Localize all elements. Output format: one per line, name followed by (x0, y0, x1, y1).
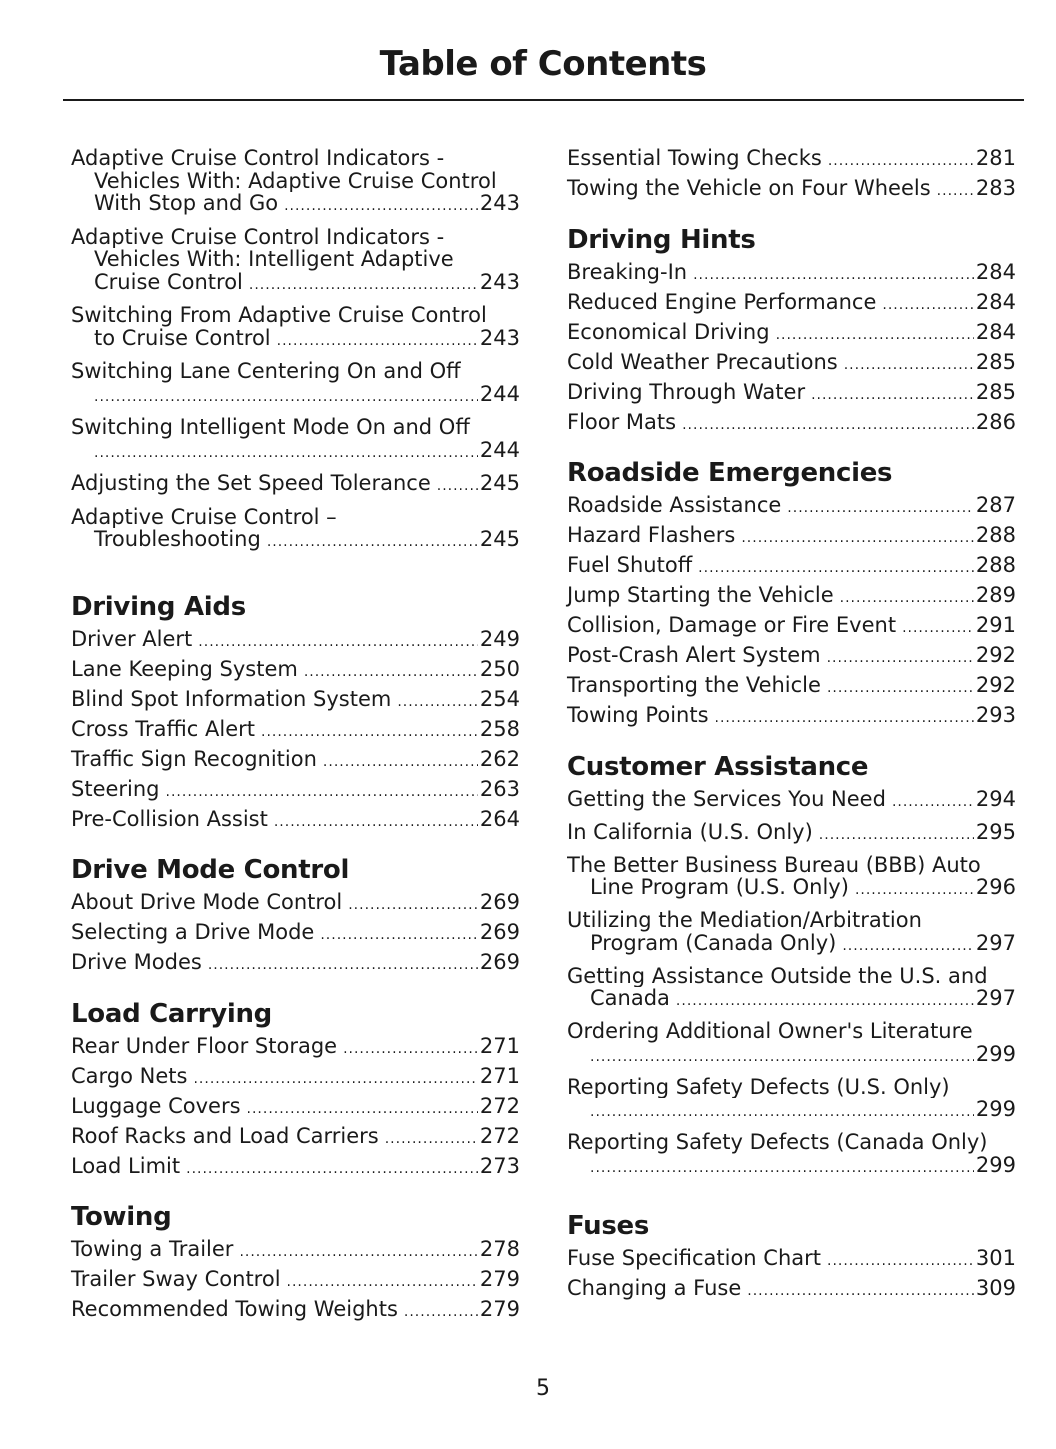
entry-page-number: 292 (975, 673, 1016, 697)
dot-leader (828, 150, 974, 173)
entry-label-line: Program (Canada Only) (590, 930, 837, 955)
dot-leader (698, 557, 974, 580)
toc-entry[interactable] (71, 891, 520, 914)
toc-entry[interactable] (567, 1020, 1016, 1068)
dot-leader (855, 879, 974, 902)
toc-entry[interactable] (567, 411, 1016, 434)
entry-page-number: 281 (975, 146, 1016, 170)
dot-leader (267, 531, 478, 554)
dot-leader (827, 647, 974, 670)
toc-entry[interactable] (567, 351, 1016, 374)
entry-label: Towing the Vehicle on Four Wheels (567, 176, 931, 200)
toc-entry[interactable] (71, 1065, 520, 1088)
entry-label: Essential Towing Checks (567, 146, 822, 170)
dot-leader (844, 354, 974, 377)
entry-label-line: Vehicles With: Adaptive Cruise Control (94, 169, 497, 192)
entry-page-number: 264 (479, 806, 520, 831)
dot-leader (284, 195, 478, 218)
dot-leader (590, 1101, 974, 1124)
entry-label-line: Vehicles With: Intelligent Adaptive (94, 248, 454, 271)
toc-entry[interactable] (71, 1238, 520, 1261)
toc-entry[interactable] (567, 1076, 1016, 1124)
entry-label: Steering (71, 776, 160, 801)
entry-page-number: 285 (975, 349, 1016, 374)
section-load-carrying (71, 999, 520, 1178)
toc-entry[interactable] (567, 1277, 1016, 1300)
entry-label: Adjusting the Set Speed Tolerance (71, 471, 431, 495)
entry-page-number: 296 (975, 875, 1016, 899)
entry-label: Hazard Flashers (567, 523, 736, 547)
entry-label: Trailer Sway Control (71, 1267, 281, 1291)
dot-leader (274, 811, 478, 834)
page-number: 5 (536, 1376, 550, 1401)
entry-label-line: Line Program (U.S. Only) (590, 875, 849, 899)
dot-leader (776, 324, 974, 347)
section-adaptive-cruise-control (71, 147, 520, 554)
entry-page-number: 262 (479, 746, 520, 771)
entry-page-number: 273 (479, 1153, 520, 1178)
entry-page-number: 243 (479, 191, 520, 215)
entry-page-number: 271 (479, 1063, 520, 1088)
entry-label: Collision, Damage or Fire Event (567, 613, 897, 637)
dot-leader (166, 781, 478, 804)
section-towing (71, 1202, 520, 1321)
dot-leader (682, 414, 974, 437)
entry-label: Lane Keeping System (71, 656, 298, 681)
toc-entry[interactable] (567, 147, 1016, 170)
toc-entry[interactable] (567, 584, 1016, 607)
entry-label-line: Canada (590, 986, 670, 1010)
entry-label-line: Adaptive Cruise Control Indicators - (71, 225, 445, 248)
section-heading: Driving Hints (567, 224, 756, 255)
entry-label: Selecting a Drive Mode (71, 920, 315, 944)
entry-page-number: 269 (479, 890, 520, 914)
toc-entry[interactable] (567, 494, 1016, 517)
dot-leader (937, 180, 974, 203)
dot-leader (840, 587, 974, 610)
toc-entry[interactable] (567, 381, 1016, 404)
entry-label: Driving Through Water (567, 379, 806, 404)
entry-page-number: 293 (975, 703, 1016, 727)
dot-leader (397, 691, 478, 714)
section-fuses (567, 1211, 1016, 1300)
dot-leader (590, 1157, 974, 1180)
entry-label: Fuel Shutoff (567, 553, 693, 577)
entry-label-line: Cruise Control (94, 269, 243, 294)
entry-label: Towing a Trailer (71, 1237, 234, 1261)
section-heading: Driving Aids (71, 591, 246, 622)
dot-leader (186, 1158, 478, 1181)
dot-leader (747, 1280, 974, 1303)
section-drive-mode-control (71, 855, 520, 974)
entry-page-number: 301 (975, 1246, 1016, 1270)
entry-label-line: Utilizing the Mediation/Arbitration (567, 909, 922, 932)
toc-entry[interactable] (71, 226, 520, 297)
entry-label-line: Getting Assistance Outside the U.S. and (567, 964, 988, 987)
dot-leader (892, 791, 974, 814)
entry-label-line: Reporting Safety Defects (U.S. Only) (567, 1075, 950, 1098)
left-column (71, 147, 520, 1328)
entry-label-line: Ordering Additional Owner's Literature (567, 1020, 973, 1043)
toc-entry[interactable] (71, 921, 520, 944)
entry-label: Recommended Towing Weights (71, 1297, 398, 1321)
entry-label: Cargo Nets (71, 1063, 188, 1088)
entry-label-line: Troubleshooting (94, 527, 261, 551)
entry-label-line: Adaptive Cruise Control – (71, 505, 337, 528)
toc-entry[interactable] (567, 261, 1016, 284)
toc-entry[interactable] (567, 321, 1016, 344)
dot-leader (277, 330, 478, 353)
page-title: Table of Contents (379, 44, 707, 84)
section-heading: Fuses (567, 1211, 650, 1241)
dot-leader (590, 1046, 974, 1069)
toc-entry[interactable] (567, 788, 1016, 814)
entry-label: Fuse Specification Chart (567, 1246, 821, 1270)
entry-label-line: With Stop and Go (94, 191, 279, 215)
entry-label: Transporting the Vehicle (567, 673, 821, 697)
entry-page-number: 291 (975, 613, 1016, 637)
toc-entry[interactable] (567, 644, 1016, 667)
dot-leader (239, 1241, 477, 1264)
section-towing-continued (567, 147, 1016, 200)
dot-leader (343, 1038, 478, 1061)
toc-entry[interactable] (71, 718, 520, 741)
entry-page-number: 286 (975, 409, 1016, 434)
toc-entry[interactable] (567, 177, 1016, 200)
toc-entry[interactable] (567, 674, 1016, 697)
section-roadside-emergencies (567, 458, 1016, 727)
entry-label-line: Reporting Safety Defects (Canada Only) (567, 1131, 988, 1154)
entry-page-number: 272 (479, 1123, 520, 1148)
section-heading: Drive Mode Control (71, 855, 350, 885)
entry-label-line: The Better Business Bureau (BBB) Auto (567, 853, 981, 876)
entry-label: Cross Traffic Alert (71, 716, 255, 741)
entry-label: Load Limit (71, 1153, 181, 1178)
entry-page-number: 297 (975, 930, 1016, 955)
entry-page-number: 272 (479, 1093, 520, 1118)
entry-page-number: 288 (975, 523, 1016, 547)
entry-label-line: Switching Lane Centering On and Off (71, 360, 461, 383)
entry-page-number: 283 (975, 176, 1016, 200)
dot-leader (304, 661, 478, 684)
entry-label: Getting the Services You Need (567, 786, 886, 811)
entry-page-number: 297 (975, 986, 1016, 1010)
dot-leader (811, 384, 974, 407)
dot-leader (741, 527, 974, 550)
entry-page-number: 254 (479, 686, 520, 711)
entry-label: Jump Starting the Vehicle (567, 583, 834, 607)
entry-label: Roadside Assistance (567, 493, 782, 517)
entry-label: Cold Weather Precautions (567, 349, 838, 374)
toc-entry[interactable] (567, 524, 1016, 547)
toc-entry[interactable] (567, 821, 1016, 847)
entry-label: Pre-Collision Assist (71, 806, 268, 831)
dot-leader (348, 894, 478, 917)
toc-entry[interactable] (567, 291, 1016, 314)
toc-entry[interactable] (71, 1268, 520, 1291)
toc-entry[interactable] (71, 688, 520, 711)
entry-page-number: 258 (479, 716, 520, 741)
entry-label-line: Switching Intelligent Mode On and Off (71, 416, 470, 439)
section-heading: Towing (71, 1202, 172, 1232)
toc-entry[interactable] (71, 304, 520, 352)
section-heading: Customer Assistance (567, 751, 869, 782)
toc-entry[interactable] (71, 808, 520, 831)
entry-page-number: 243 (479, 325, 520, 350)
entry-page-number: 284 (975, 259, 1016, 284)
dot-leader (715, 707, 974, 730)
entry-page-number: 269 (479, 920, 520, 944)
section-heading: Roadside Emergencies (567, 458, 893, 488)
entry-label: Driver Alert (71, 626, 193, 651)
dot-leader (287, 1271, 478, 1294)
entry-page-number: 244 (479, 437, 520, 462)
toc-entry[interactable] (71, 951, 520, 974)
entry-label: Towing Points (567, 703, 709, 727)
dot-leader (827, 677, 974, 700)
toc-entry[interactable] (567, 554, 1016, 577)
entry-label: Roof Racks and Load Carriers (71, 1123, 379, 1148)
dot-leader (261, 721, 478, 744)
dot-leader (787, 497, 974, 520)
dot-leader (827, 1250, 974, 1273)
dot-leader (902, 617, 974, 640)
entry-page-number: 285 (975, 379, 1016, 404)
entry-label: Drive Modes (71, 950, 202, 974)
dot-leader (320, 924, 478, 947)
entry-label: Changing a Fuse (567, 1276, 742, 1300)
toc-entry[interactable] (71, 1298, 520, 1321)
entry-label: Post-Crash Alert System (567, 643, 821, 667)
entry-page-number: 284 (975, 319, 1016, 344)
title-divider (63, 99, 1024, 101)
entry-page-number: 299 (975, 1097, 1016, 1121)
toc-entry[interactable] (71, 147, 520, 218)
dot-leader (693, 264, 974, 287)
entry-page-number: 284 (975, 289, 1016, 314)
dot-leader (676, 990, 974, 1013)
entry-page-number: 245 (479, 471, 520, 495)
entry-page-number: 245 (479, 527, 520, 551)
toc-entry[interactable] (71, 472, 520, 498)
entry-label: About Drive Mode Control (71, 890, 343, 914)
toc-entry[interactable] (567, 909, 1016, 957)
entry-page-number: 279 (479, 1297, 520, 1321)
entry-page-number: 309 (975, 1276, 1016, 1300)
dot-leader (437, 475, 478, 498)
toc-entry[interactable] (71, 628, 520, 651)
entry-page-number: 288 (975, 553, 1016, 577)
toc-entry[interactable] (71, 360, 520, 408)
dot-leader (94, 386, 478, 409)
dot-leader (247, 1098, 478, 1121)
dot-leader (404, 1301, 478, 1324)
entry-page-number: 249 (479, 626, 520, 651)
section-driving-hints (567, 225, 1016, 434)
entry-label: Rear Under Floor Storage (71, 1033, 338, 1058)
entry-page-number: 269 (479, 950, 520, 974)
entry-label: Luggage Covers (71, 1093, 241, 1118)
toc-entry[interactable] (71, 1155, 520, 1178)
toc-entry[interactable] (71, 748, 520, 771)
toc-entry[interactable] (71, 416, 520, 464)
entry-page-number: 292 (975, 643, 1016, 667)
entry-page-number: 263 (479, 776, 520, 801)
right-column (567, 147, 1016, 1307)
entry-page-number: 299 (975, 1041, 1016, 1066)
entry-label: In California (U.S. Only) (567, 819, 813, 844)
entry-page-number: 271 (479, 1033, 520, 1058)
entry-page-number: 243 (479, 269, 520, 294)
dot-leader (842, 935, 974, 958)
toc-entry[interactable] (567, 854, 1016, 902)
entry-label-line: Switching From Adaptive Cruise Control (71, 304, 487, 327)
dot-leader (198, 631, 478, 654)
entry-page-number: 289 (975, 583, 1016, 607)
entry-label: Floor Mats (567, 409, 677, 434)
entry-page-number: 279 (479, 1267, 520, 1291)
entry-page-number: 278 (479, 1237, 520, 1261)
entry-label: Reduced Engine Performance (567, 289, 877, 314)
dot-leader (819, 824, 974, 847)
entry-label: Breaking-In (567, 259, 688, 284)
section-customer-assistance (567, 752, 1016, 1180)
toc-entry[interactable] (71, 1125, 520, 1148)
entry-page-number: 244 (479, 381, 520, 406)
toc-entry[interactable] (567, 1131, 1016, 1179)
entry-page-number: 294 (975, 786, 1016, 811)
section-driving-aids (71, 592, 520, 831)
entry-label-line: Adaptive Cruise Control Indicators - (71, 147, 445, 170)
toc-entry[interactable] (71, 778, 520, 801)
toc-entry[interactable] (71, 658, 520, 681)
entry-label-line: to Cruise Control (94, 325, 271, 350)
toc-entry[interactable] (567, 704, 1016, 727)
entry-label: Economical Driving (567, 319, 770, 344)
toc-entry[interactable] (71, 1035, 520, 1058)
toc-entry[interactable] (567, 1247, 1016, 1270)
dot-leader (385, 1128, 478, 1151)
dot-leader (323, 751, 478, 774)
dot-leader (193, 1068, 477, 1091)
section-heading: Load Carrying (71, 998, 272, 1029)
entry-page-number: 295 (975, 819, 1016, 844)
dot-leader (249, 274, 478, 297)
dot-leader (882, 294, 974, 317)
dot-leader (208, 954, 478, 977)
toc-entry[interactable] (567, 614, 1016, 637)
entry-label: Blind Spot Information System (71, 686, 392, 711)
entry-page-number: 299 (975, 1152, 1016, 1177)
entry-page-number: 250 (479, 656, 520, 681)
entry-page-number: 287 (975, 493, 1016, 517)
dot-leader (94, 442, 478, 465)
toc-entry[interactable] (71, 1095, 520, 1118)
entry-label: Traffic Sign Recognition (71, 746, 317, 771)
toc-entry[interactable] (71, 506, 520, 554)
toc-entry[interactable] (567, 965, 1016, 1013)
